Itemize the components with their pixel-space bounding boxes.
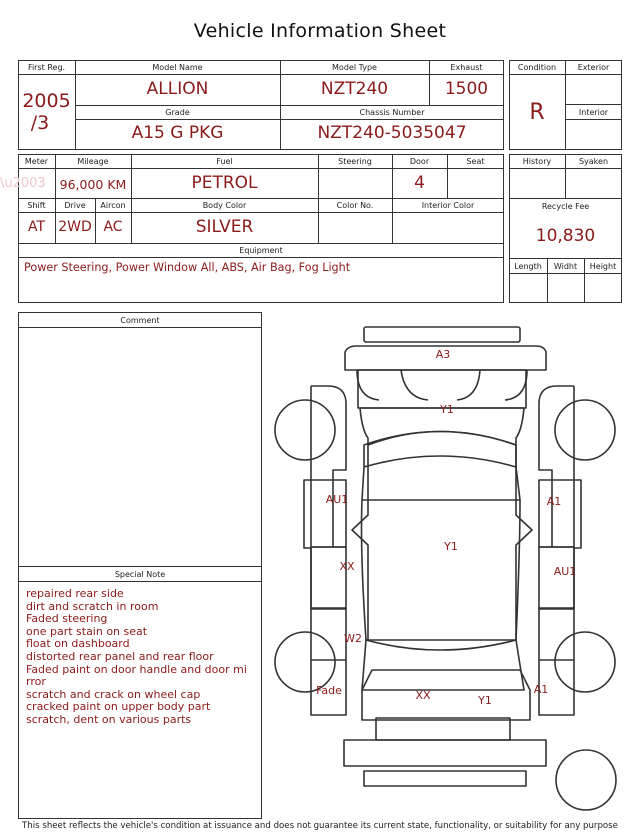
interior-label: Interior bbox=[578, 108, 609, 117]
door-value: 4 bbox=[414, 173, 425, 193]
chassis-number-label: Chassis Number bbox=[359, 108, 425, 117]
damage-mark-front-bumper: A3 bbox=[435, 348, 451, 361]
exterior-label: Exterior bbox=[577, 63, 610, 72]
color-no-label: Color No. bbox=[336, 201, 374, 210]
meter-label: Meter bbox=[24, 157, 49, 166]
model-name-value: ALLION bbox=[146, 79, 209, 99]
first-reg-label: First Reg. bbox=[27, 63, 66, 72]
model-name-label: Model Name bbox=[152, 63, 203, 72]
grade-label: Grade bbox=[165, 108, 190, 117]
list-item: cracked paint on upper body part bbox=[26, 700, 211, 714]
list-item: Faded steering bbox=[26, 612, 108, 626]
model-type-label: Model Type bbox=[332, 63, 377, 72]
sheet-title: Vehicle Information Sheet bbox=[193, 20, 447, 42]
list-item: dirt and scratch in room bbox=[26, 599, 159, 613]
exhaust-label: Exhaust bbox=[450, 63, 483, 72]
damage-mark-hood: Y1 bbox=[440, 403, 454, 416]
damage-mark-trunk-right: Y1 bbox=[478, 694, 492, 707]
interior-color-label: Interior Color bbox=[421, 201, 475, 210]
list-item: scratch and crack on wheel cap bbox=[26, 687, 201, 701]
steering-label: Steering bbox=[338, 157, 372, 166]
damage-mark-right-rear-fender: A1 bbox=[533, 683, 549, 696]
exhaust-value: 1500 bbox=[444, 79, 489, 99]
damage-mark-left-front-door: XX bbox=[339, 560, 355, 573]
shift-label: Shift bbox=[27, 201, 46, 210]
list-item: float on dashboard bbox=[26, 637, 130, 651]
seat-label: Seat bbox=[466, 157, 485, 166]
fuel-label: Fuel bbox=[216, 157, 233, 166]
history-label: History bbox=[522, 157, 552, 166]
equipment-value: Power Steering, Power Window All, ABS, Air Bag, Fog Light bbox=[24, 261, 351, 274]
list-item: distorted rear panel and rear floor bbox=[26, 649, 214, 663]
shift-value: AT bbox=[27, 219, 46, 235]
recycle-fee-value: 10,830 bbox=[535, 226, 596, 246]
recycle-fee-label: Recycle Fee bbox=[541, 202, 590, 211]
damage-mark-left-rear-door: W2 bbox=[344, 632, 362, 645]
length-label: Length bbox=[514, 262, 542, 271]
model-type-value: NZT240 bbox=[320, 79, 389, 99]
comment-label: Comment bbox=[120, 316, 160, 325]
door-label: Door bbox=[409, 157, 430, 166]
list-item: one part stain on seat bbox=[26, 624, 148, 638]
damage-mark-left-front-fender: AU1 bbox=[325, 493, 349, 506]
special-note-label: Special Note bbox=[114, 570, 166, 579]
list-item: repaired rear side bbox=[26, 587, 124, 600]
disclaimer-footer: This sheet reflects the vehicle's condition at issuance and does not guarantee its current state, functionality, or suitability for any purpose bbox=[22, 821, 618, 831]
syaken-label: Syaken bbox=[578, 157, 609, 166]
width-label: Widht bbox=[553, 262, 578, 271]
list-item: rror bbox=[26, 675, 46, 689]
damage-mark-trunk-left: XX bbox=[415, 689, 431, 702]
first-reg-year: 2005 bbox=[22, 90, 71, 112]
body-color-value: SILVER bbox=[195, 217, 254, 237]
mileage-label: Mileage bbox=[77, 157, 109, 166]
list-item: scratch, dent on various parts bbox=[26, 712, 192, 726]
aircon-value: AC bbox=[103, 219, 123, 235]
special-note-list bbox=[26, 588, 258, 727]
height-label: Height bbox=[589, 262, 617, 271]
aircon-label: Aircon bbox=[100, 201, 126, 210]
damage-mark-right-front-door: AU1 bbox=[553, 565, 577, 578]
equipment-label: Equipment bbox=[239, 246, 283, 255]
damage-mark-left-rear-fender: Fade bbox=[316, 684, 342, 697]
body-color-label: Body Color bbox=[202, 201, 247, 210]
mileage-value: 96,000 KM bbox=[59, 177, 127, 192]
drive-label: Drive bbox=[64, 201, 86, 210]
fuel-value: PETROL bbox=[191, 173, 258, 193]
drive-value: 2WD bbox=[58, 219, 92, 235]
damage-mark-roof: Y1 bbox=[444, 540, 458, 553]
grade-value: A15 G PKG bbox=[131, 123, 224, 143]
damage-mark-right-front-fender: A1 bbox=[546, 495, 562, 508]
condition-value: R bbox=[529, 100, 545, 125]
first-reg-month: /3 bbox=[30, 112, 50, 134]
condition-label: Condition bbox=[517, 63, 557, 72]
list-item: Faded paint on door handle and door mi bbox=[26, 662, 247, 676]
chassis-number-value: NZT240-5035047 bbox=[317, 123, 467, 143]
